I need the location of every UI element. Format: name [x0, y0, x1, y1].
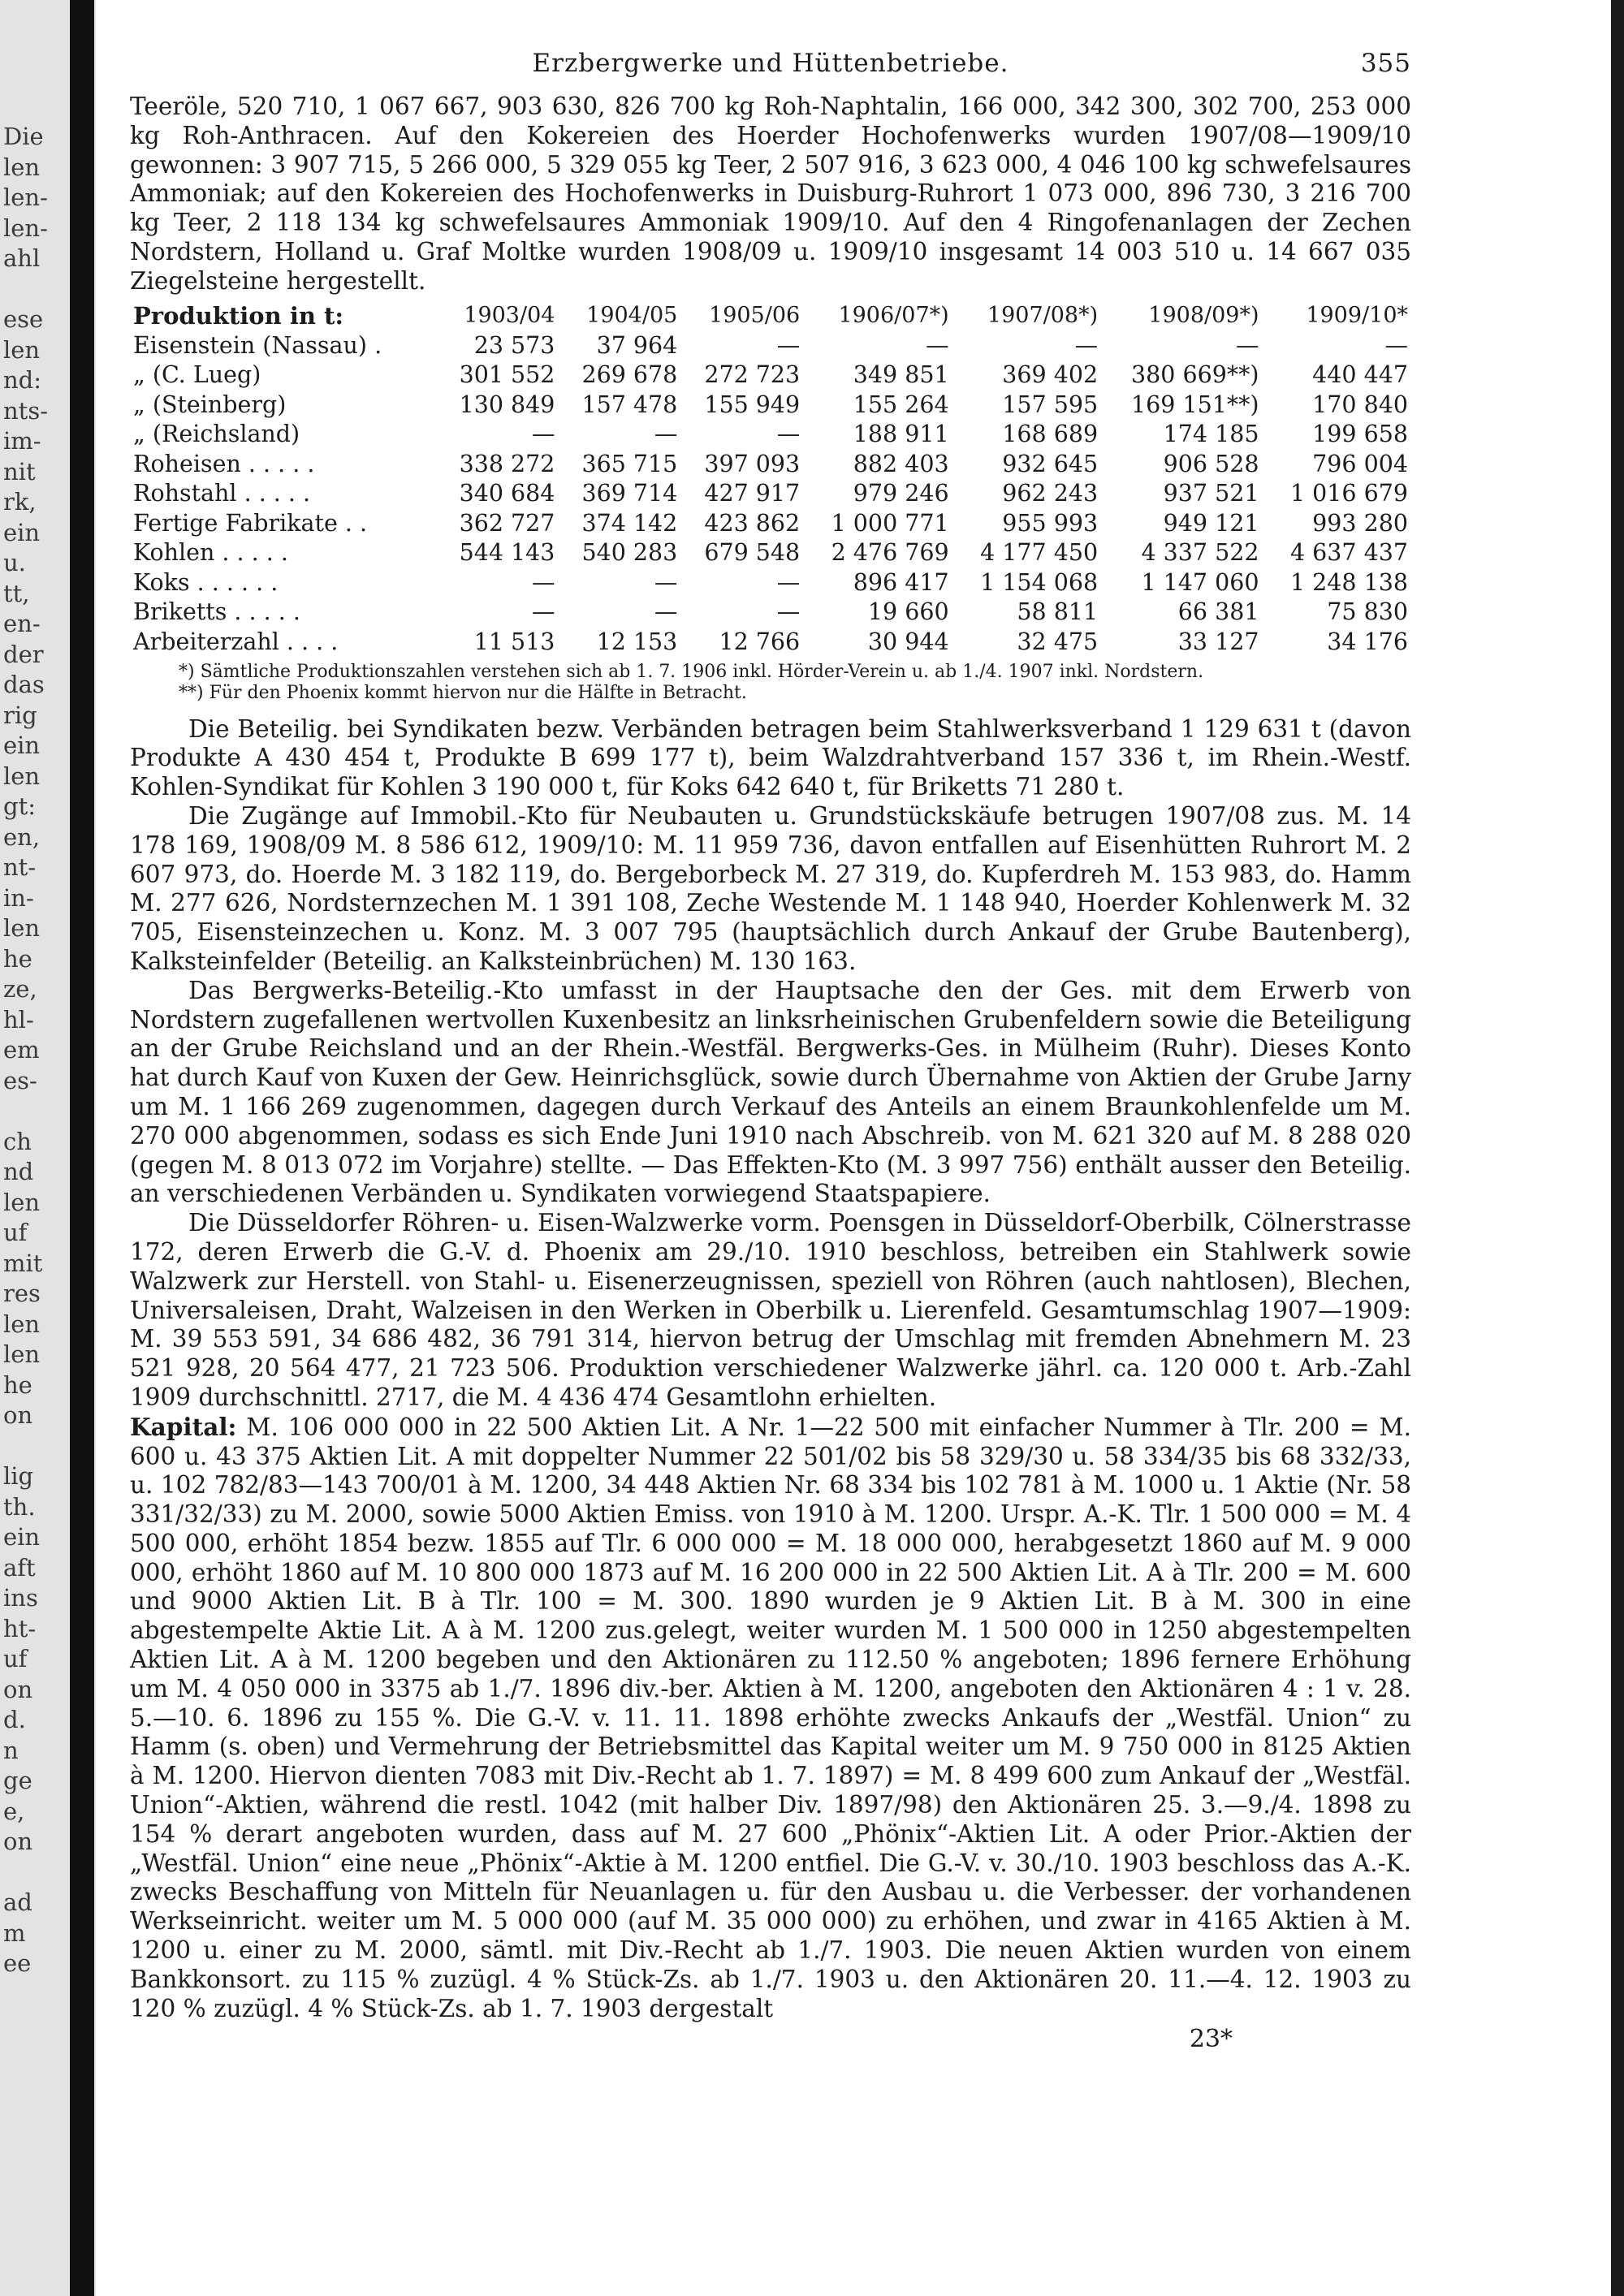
- kapital-label: Kapital:: [130, 1412, 237, 1441]
- table-cell: 34 176: [1327, 628, 1408, 655]
- table-cell: 423 862: [704, 509, 801, 537]
- fragment-line: on: [3, 1675, 33, 1703]
- fragment-line: e,: [3, 1797, 25, 1825]
- fragment-line: [3, 1096, 68, 1127]
- table-cell: 1 147 060: [1141, 568, 1259, 596]
- table-cell: 4 637 437: [1289, 539, 1408, 567]
- body-paragraph-zugaenge: Die Zugänge auf Immobil.-Kto für Neubauten u. Grundstückskäufe betrugen 1907/08 zus. M. 14 178 169, 1908/09 M. 8 586 612, 1909/10: M. 11 959 736, davon entfallen auf Eisenhütten Ruhrort M. 2 607 973, do. Hoerde M. 3 182 119, do. Bergeborbeck M. 27 319, do. Kupferdreh M. 153 983, do. Hamm M. 277 626, Nordsternzechen M. 1 391 108, Zeche Westende M. 1 148 940, Hoerder Kohlenwerk M. 32 705, Eisensteinzechen u. Konz. M. 3 007 795 (hauptsächlich durch Ankauf der Grube Bautenberg), Kalksteinfelder (Beteilig. an Kalksteinbrüchen) M. 130 163.: [130, 801, 1411, 975]
- table-cell: 1 016 679: [1289, 480, 1408, 507]
- kapital-paragraph: [130, 1413, 1411, 2024]
- table-cell: 427 917: [704, 480, 801, 507]
- row-label: Roheisen . . . . .: [133, 450, 315, 477]
- table-cell: —: [654, 568, 678, 596]
- table-cell: 30 944: [867, 628, 949, 655]
- fragment-line: aft: [3, 1553, 36, 1582]
- running-head-title: Erzbergwerke und Hüttenbetriebe.: [532, 49, 1009, 78]
- table-cell: 349 851: [853, 361, 949, 389]
- row-label: Eisenstein (Nassau) .: [133, 331, 382, 359]
- table-row: [130, 568, 1411, 598]
- fragment-line: len-: [3, 183, 48, 211]
- table-cell: 11 513: [473, 628, 555, 655]
- fragment-line: ad: [3, 1888, 32, 1916]
- signature-mark: 23*: [1189, 2025, 1233, 2054]
- fragment-line: m: [3, 1918, 26, 1947]
- table-cell: 365 715: [581, 450, 678, 477]
- table-row: [130, 360, 1411, 391]
- fragment-line: on: [3, 1828, 33, 1855]
- body-paragraph-duesseldorfer-roehren: Die Düsseldorfer Röhren- u. Eisen-Walzwerke vorm. Poensgen in Düsseldorf-Oberbilk, Cölnerstrasse 172, deren Erwerb die G.-V. d. Phoenix am 29./10. 1910 beschloss, betreiben ein Stahlwerk sowie Walzwerk zur Herstell. von Stahl- u. Eisenerzeugnissen, speziell von Röhren (auch nahtlosen), Blechen, Universaleisen, Draht, Walzeisen in den Werken in Oberbilk u. Lierenfeld. Gesamtumschlag 1907—1909: M. 39 553 591, 34 686 482, 36 791 314, hiervon betrug der Umschlag mit fremden Abnehmern M. 23 521 928, 20 564 477, 21 723 506. Produktion verschiedener Walzwerke jährl. ca. 120 000 t. Arb.-Zahl 1909 durchschnittl. 2717, die M. 4 436 474 Gesamtlohn erhielten.: [130, 1209, 1411, 1411]
- table-cell: 979 246: [853, 480, 949, 507]
- table-cell: —: [654, 421, 678, 448]
- fragment-line: mit: [3, 1249, 43, 1277]
- fragment-line: ein: [3, 518, 41, 546]
- column-header: 1903/04: [464, 303, 555, 329]
- fragment-line: len: [3, 914, 41, 942]
- table-cell: 199 658: [1312, 421, 1408, 448]
- fragment-line: tt,: [3, 579, 30, 607]
- fragment-line: nt-: [3, 853, 37, 881]
- fragment-line: ze,: [3, 975, 37, 1003]
- row-label: Fertige Fabrikate . .: [133, 509, 368, 537]
- fragment-line: in-: [3, 883, 34, 912]
- table-cell: 937 521: [1163, 480, 1259, 507]
- body-paragraph-syndikate: Die Beteilig. bei Syndikaten bezw. Verbänden betragen beim Stahlwerksverband 1 129 631 t (davon Produkte A 430 454 t, Produkte B 699 177 t), beim Walzdrahtverband 157 336 t, im Rhein.-Westf. Kohlen-Syndikat für Kohlen 3 190 000 t, für Koks 642 640 t, für Briketts 71 280 t.: [130, 714, 1411, 801]
- table-cell: 796 004: [1312, 450, 1408, 477]
- table-cell: —: [776, 331, 801, 359]
- table-row: [130, 449, 1411, 479]
- fragment-line: lig: [3, 1462, 34, 1490]
- table-cell: —: [531, 421, 555, 448]
- table-cell: 33 127: [1177, 628, 1259, 655]
- table-cell: 1 000 771: [831, 509, 949, 537]
- table-cell: 12 766: [719, 628, 801, 655]
- fragment-line: ese: [3, 305, 44, 333]
- table-cell: 58 811: [1017, 598, 1099, 626]
- table-cell: 369 714: [581, 480, 678, 507]
- table-cell: 4 177 450: [980, 539, 1099, 567]
- fragment-line: gt:: [3, 792, 36, 820]
- fragment-line: hl-: [3, 1005, 34, 1034]
- table-cell: 170 840: [1312, 391, 1408, 418]
- fragment-line: [3, 1431, 68, 1462]
- fragment-line: [3, 2162, 68, 2193]
- fragment-line: ch: [3, 1127, 32, 1155]
- fragment-line: uf: [3, 1645, 28, 1672]
- table-cell: 301 552: [459, 361, 555, 389]
- fragment-line: len: [3, 762, 41, 790]
- fragment-line: len-: [3, 214, 48, 242]
- fragment-line: res: [3, 1280, 41, 1307]
- column-header: 1906/07*): [838, 303, 949, 329]
- row-label: Arbeiterzahl . . . .: [133, 628, 339, 655]
- fragment-line: nd: [3, 1158, 34, 1185]
- table-cell: 32 475: [1017, 628, 1099, 655]
- left-page-gutter: [0, 0, 96, 2296]
- fragment-line: on: [3, 1401, 33, 1429]
- table-row: [130, 627, 1411, 657]
- fragment-line: rk,: [3, 488, 37, 516]
- table-cell: —: [531, 568, 555, 596]
- fragment-line: ahl: [3, 244, 41, 272]
- table-cell: 906 528: [1163, 450, 1259, 477]
- footnote: **) Für den Phoenix kommt hiervon nur die Hälfte in Betracht.: [179, 682, 747, 703]
- fragment-line: [3, 1979, 68, 2010]
- table-cell: 188 911: [853, 421, 949, 448]
- fragment-line: [3, 1858, 68, 1888]
- table-cell: 1 154 068: [980, 568, 1099, 596]
- table-cell: 955 993: [1002, 509, 1099, 537]
- footnote: *) Sämtliche Produktionszahlen verstehen sich ab 1. 7. 1906 inkl. Hörder-Verein u. ab 1./4. 1907 inkl. Nordstern.: [179, 661, 1204, 682]
- table-row: [130, 390, 1411, 420]
- table-cell: —: [531, 598, 555, 626]
- table-cell: 169 151**): [1131, 391, 1259, 418]
- table-cell: —: [776, 568, 801, 596]
- production-table: [130, 301, 1411, 657]
- fragment-line: der: [3, 640, 44, 668]
- table-cell: 882 403: [853, 450, 949, 477]
- fragment-line: len: [3, 1188, 41, 1216]
- row-label: Koks . . . . . .: [133, 568, 279, 596]
- table-cell: 155 264: [853, 391, 949, 418]
- table-cell: —: [1074, 331, 1099, 359]
- table-cell: 75 830: [1327, 598, 1408, 626]
- table-cell: 12 153: [596, 628, 678, 655]
- production-table-header: [130, 301, 1411, 331]
- row-label: „ (Reichsland): [133, 421, 300, 448]
- table-cell: 23 573: [473, 331, 555, 359]
- column-header: 1909/10*: [1306, 303, 1408, 329]
- fragment-line: len: [3, 335, 41, 364]
- production-table-body: [130, 330, 1411, 657]
- table-cell: 896 417: [853, 568, 949, 596]
- table-row: [130, 420, 1411, 450]
- row-label: Briketts . . . . .: [133, 598, 300, 626]
- fragment-line: ein: [3, 732, 41, 759]
- table-cell: 380 669**): [1131, 361, 1259, 389]
- table-cell: 4 337 522: [1141, 539, 1259, 567]
- page-number: 355: [1360, 49, 1411, 78]
- production-table-label: Produktion in t:: [133, 301, 344, 330]
- table-cell: —: [926, 331, 949, 359]
- fragment-line: n: [3, 1736, 19, 1764]
- table-cell: 66 381: [1177, 598, 1259, 626]
- fragment-line: [3, 2009, 68, 2040]
- fragment-line: im-: [3, 427, 41, 455]
- table-row: [130, 479, 1411, 509]
- table-cell: 932 645: [1002, 450, 1099, 477]
- row-label: „ (Steinberg): [133, 391, 287, 418]
- fragment-line: [3, 2131, 68, 2162]
- table-cell: 544 143: [459, 539, 555, 567]
- table-cell: 37 964: [596, 331, 678, 359]
- table-cell: 1 248 138: [1289, 568, 1408, 596]
- fragment-line: len: [3, 1310, 41, 1338]
- table-cell: 962 243: [1002, 480, 1099, 507]
- column-header: 1907/08*): [987, 303, 1099, 329]
- table-row: [130, 508, 1411, 538]
- table-cell: —: [776, 421, 801, 448]
- table-cell: 157 595: [1002, 391, 1099, 418]
- table-footnotes: [130, 662, 1411, 704]
- fragment-line: nts-: [3, 396, 49, 425]
- table-cell: 168 689: [1002, 421, 1099, 448]
- table-cell: —: [1384, 331, 1408, 359]
- fragment-line: ht-: [3, 1614, 37, 1642]
- table-cell: 269 678: [581, 361, 678, 389]
- table-row: [130, 538, 1411, 568]
- table-cell: —: [654, 598, 678, 626]
- table-row: [130, 598, 1411, 628]
- fragment-line: es-: [3, 1066, 37, 1094]
- table-cell: 369 402: [1002, 361, 1099, 389]
- kapital-text: M. 106 000 000 in 22 500 Aktien Lit. A Nr. 1—22 500 mit einfacher Nummer à Tlr. 200 = M. 600 u. 43 375 Aktien Lit. A mit doppelter Nummer 22 501/02 bis 58 329/30 u. 58 334/35 bis 68 332/33, u. 102 782/83—143 700/01 à M. 1200, 34 448 Aktien Nr. 68 334 bis 102 781 à M. 1000 u. 1 Aktie (Nr. 58 331/32/33) zu M. 2000, sowie 5000 Aktien Emiss. von 1910 à M. 1200. Urspr. A.-K. Tlr. 1 500 000 = M. 4 500 000, erhöht 1854 bezw. 1855 auf Tlr. 6 000 000 = M. 18 000 000, herabgesetzt 1860 auf M. 9 000 000, erhöht 1860 auf M. 10 800 000 1873 auf M. 16 200 000 in 22 500 Aktien Lit. A à Tlr. 200 = M. 600 und 9000 Aktien Lit. B à Tlr. 100 = M. 300. 1890 wurden je 9 Aktien Lit. B à M. 300 in eine abgestempelte Aktie Lit. A à M. 1200 zus.gelegt, weiter wurden M. 1 500 000 in 1250 abgestempelten Aktien Lit. A à M. 1200 begeben und den Aktionären zu 112.50 % angeboten; 1896 fernere Erhöhung um M. 4 050 000 in 3375 ab 1./7. 1896 div.-ber. Aktien à M. 1200, angeboten den Aktionären 4 : 1 v. 28. 5.—10. 6. 1896 zu 155 %. Die G.-V. v. 11. 11. 1898 erhöhte zwecks Ankaufs der „Westfäl. Union“ zu Hamm (s. oben) und Vermehrung der Betriebsmittel das Kapital weiter um M. 9 750 000 in 8125 Aktien à M. 1200. Hiervon dienten 7083 mit Div.-Recht ab 1. 7. 1897) = M. 8 499 600 zum Ankauf der „Westfäl. Union“-Aktien, während die restl. 1042 (mit halber Div. 1897/98) den Aktionären 25. 3.—9./4. 1898 zu 154 % derart angeboten wurden, dass auf M. 27 600 „Phönix“-Aktien Lit. A oder Prior.-Aktien der „Westfäl. Union“ eine neue „Phönix“-Aktie à M. 1200 entfiel. Die G.-V. v. 30./10. 1903 beschloss das A.-K. zwecks Beschaffung von Mitteln für Neuanlagen u. für den Ausbau u. die Verbesser. der vorhandenen Werkseinricht. weiter um M. 5 000 000 (auf M. 35 000 000) zu erhöhen, und zwar in 4165 Aktien à M. 1200 u. einer zu M. 2000, sämtl. mit Div.-Recht ab 1./7. 1903. Die neuen Aktien wurden von einem Bankkonsort. zu 115 % zuzügl. 4 % Stück-Zs. ab 1./7. 1903 u. den Aktionären 20. 11.—4. 12. 1903 zu 120 % zuzügl. 4 % Stück-Zs. ab 1. 7. 1903 dergestalt: [130, 1413, 1411, 2022]
- table-cell: 362 727: [459, 509, 555, 537]
- fragment-line: ee: [3, 1949, 32, 1977]
- fragment-line: [3, 2101, 68, 2132]
- column-header: 1905/06: [709, 303, 801, 329]
- table-cell: —: [776, 598, 801, 626]
- table-cell: 993 280: [1312, 509, 1408, 537]
- fragment-line: [3, 2040, 68, 2071]
- fragment-line: ein: [3, 1523, 41, 1551]
- fragment-line: en,: [3, 822, 41, 851]
- table-cell: 155 949: [704, 391, 801, 418]
- fragment-line: ge: [3, 1767, 32, 1794]
- fragment-line: ins: [3, 1584, 38, 1612]
- fragment-line: uf: [3, 1219, 28, 1246]
- fragment-line: [3, 2070, 68, 2101]
- table-cell: 2 476 769: [831, 539, 949, 567]
- right-page-edge: [1611, 0, 1624, 2296]
- table-cell: 374 142: [581, 509, 678, 537]
- book-fold-shadow: [70, 0, 94, 2296]
- table-cell: 157 478: [581, 391, 678, 418]
- column-header: 1904/05: [586, 303, 678, 329]
- table-cell: 130 849: [459, 391, 555, 418]
- fragment-line: rig: [3, 701, 37, 729]
- intro-paragraph: Teeröle, 520 710, 1 067 667, 903 630, 826 700 kg Roh-Naphtalin, 166 000, 342 300, 302 700, 253 000 kg Roh-Anthracen. Auf den Kokereien des Hoerder Hochofenwerks wurden 1907/08—1909/10 gewonnen: 3 907 715, 5 266 000, 5 329 055 kg Teer, 2 507 916, 3 623 000, 4 046 100 kg schwefelsaures Ammoniak; auf den Kokereien des Hochofenwerks in Duisburg-Ruhrort 1 073 000, 896 730, 3 216 700 kg Teer, 2 118 134 kg schwefelsaures Ammoniak 1909/10. Auf den 4 Ringofenanlagen der Zechen Nordstern, Holland u. Graf Moltke wurden 1908/09 u. 1909/10 insgesamt 14 003 510 u. 14 667 035 Ziegelsteine hergestellt.: [130, 93, 1411, 295]
- row-label: Kohlen . . . . .: [133, 539, 288, 567]
- row-label: Rohstahl . . . . .: [133, 480, 311, 507]
- running-head: [130, 44, 1411, 93]
- fragment-line: u.: [3, 549, 26, 576]
- table-cell: 397 093: [704, 450, 801, 477]
- fragment-line: Die: [3, 123, 44, 150]
- fragment-line: d.: [3, 1706, 26, 1733]
- row-label: „ (C. Lueg): [133, 361, 261, 389]
- fragment-line: das: [3, 671, 45, 698]
- table-cell: 440 447: [1312, 361, 1408, 389]
- fragment-line: he: [3, 944, 32, 973]
- page: [130, 44, 1411, 2053]
- table-cell: 272 723: [704, 361, 801, 389]
- fragment-line: len: [3, 153, 41, 181]
- fragment-line: nd:: [3, 366, 42, 394]
- column-header: 1908/09*): [1148, 303, 1259, 329]
- fragment-line: en-: [3, 610, 41, 637]
- fragment-line: th.: [3, 1492, 36, 1521]
- fragment-line: len: [3, 1340, 41, 1368]
- table-cell: 19 660: [867, 598, 949, 626]
- previous-page-fragments: [3, 122, 68, 2192]
- table-cell: 174 185: [1163, 421, 1259, 448]
- fragment-line: nit: [3, 457, 36, 486]
- table-cell: 340 684: [459, 480, 555, 507]
- table-cell: 540 283: [581, 539, 678, 567]
- body-paragraph-bergwerks-beteilig: Das Bergwerks-Beteilig.-Kto umfasst in der Hauptsache den der Ges. mit dem Erwerb von Nordstern zugefallenen wertvollen Kuxenbesitz an linksrheinischen Grubenfeldern sowie die Beteiligung an der Grube Reichsland und an der Rhein.-Westfäl. Bergwerks-Ges. in Mülheim (Ruhr). Dieses Konto hat durch Kauf von Kuxen der Gew. Heinrichsglück, sowie durch Übernahme von Aktien der Grube Jarny um M. 1 166 269 zugenommen, dagegen durch Verkauf des Anteils an einem Braunkohlenfelde um M. 270 000 abgenommen, sodass es sich Ende Juni 1910 nach Abschreib. von M. 621 320 auf M. 8 288 020 (gegen M. 8 013 072 im Vorjahre) stellte. — Das Effekten-Kto (M. 3 997 756) enthält ausser den Beteilig. an verschiedenen Verbänden u. Syndikaten vorwiegend Staatspapiere.: [130, 976, 1411, 1208]
- table-cell: 949 121: [1163, 509, 1259, 537]
- table-cell: 338 272: [459, 450, 555, 477]
- table-row: [130, 330, 1411, 360]
- table-cell: 679 548: [704, 539, 801, 567]
- table-cell: —: [1236, 331, 1259, 359]
- fragment-line: [3, 274, 68, 305]
- fragment-line: he: [3, 1370, 32, 1399]
- fragment-line: em: [3, 1036, 40, 1064]
